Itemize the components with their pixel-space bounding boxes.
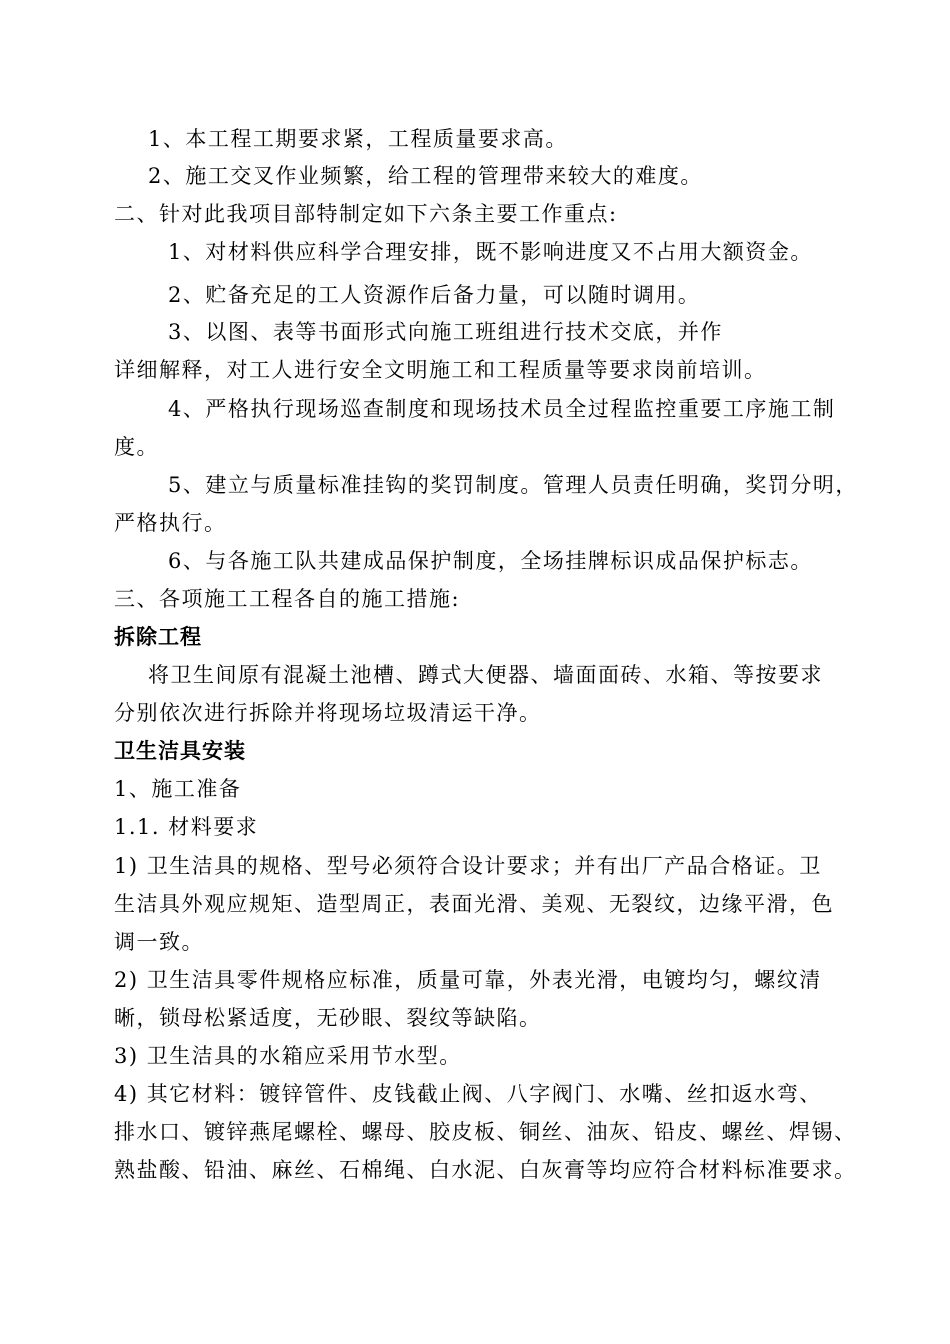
subheading-demolition: 拆除工程 <box>114 624 202 649</box>
heading-preparation: 1、施工准备 <box>114 777 242 801</box>
heading-material-req: 1.1. 材料要求 <box>114 815 259 839</box>
req-item-4: 4) 其它材料：镀锌管件、皮钱截止阀、八字阀门、水嘴、丝扣返水弯、 <box>114 1082 822 1106</box>
focus-item-3-cont: 详细解释，对工人进行安全文明施工和工程质量等要求岗前培训。 <box>114 358 767 382</box>
focus-item-5: 5、建立与质量标准挂钩的奖罚制度。管理人员责任明确，奖罚分明， <box>168 473 858 497</box>
focus-item-1: 1、对材料供应科学合理安排，既不影响进度又不占用大额资金。 <box>168 240 813 264</box>
section-heading-3: 三、各项施工工程各自的施工措施: <box>114 587 461 611</box>
req-item-2: 2) 卫生洁具零件规格应标准，质量可靠，外表光滑，电镀均匀，螺纹清 <box>114 968 822 992</box>
req-item-3: 3) 卫生洁具的水箱应采用节水型。 <box>114 1044 462 1068</box>
focus-item-2: 2、贮备充足的工人资源作后备力量，可以随时调用。 <box>168 283 701 307</box>
focus-item-3: 3、以图、表等书面形式向施工班组进行技术交底，并作 <box>168 320 723 344</box>
paragraph-demolition-cont: 分别依次进行拆除并将现场垃圾清运干净。 <box>114 701 542 725</box>
focus-item-5-cont: 严格执行。 <box>114 511 227 535</box>
req-item-4-cont: 排水口、镀锌燕尾螺栓、螺母、胶皮板、铜丝、油灰、铅皮、螺丝、焊锡、 <box>114 1120 857 1144</box>
req-item-1-cont: 生洁具外观应规矩、造型周正，表面光滑、美观、无裂纹，边缘平滑，色 <box>114 892 834 916</box>
req-item-1: 1) 卫生洁具的规格、型号必须符合设计要求；并有出厂产品合格证。卫 <box>114 854 822 878</box>
paragraph-demolition: 将卫生间原有混凝土池槽、蹲式大便器、墙面面砖、水箱、等按要求 <box>148 663 823 687</box>
list-item-2: 2、施工交叉作业频繁，给工程的管理带来较大的难度。 <box>148 164 703 188</box>
req-item-2-cont: 晰，锁母松紧适度，无砂眼、裂纹等缺陷。 <box>114 1006 542 1030</box>
focus-item-6: 6、与各施工队共建成品保护制度，全场挂牌标识成品保护标志。 <box>168 549 813 573</box>
req-item-1-cont2: 调一致。 <box>114 930 204 954</box>
focus-item-4: 4、严格执行现场巡查制度和现场技术员全过程监控重要工序施工制 <box>168 397 836 421</box>
list-item-1: 1、本工程工期要求紧，工程质量要求高。 <box>148 127 568 151</box>
section-heading-2: 二、针对此我项目部特制定如下六条主要工作重点: <box>114 202 618 226</box>
focus-item-4-cont: 度。 <box>114 435 159 459</box>
subheading-sanitary: 卫生洁具安装 <box>114 738 246 763</box>
req-item-4-cont2: 熟盐酸、铅油、麻丝、石棉绳、白水泥、白灰膏等均应符合材料标准要求。 <box>114 1158 857 1182</box>
